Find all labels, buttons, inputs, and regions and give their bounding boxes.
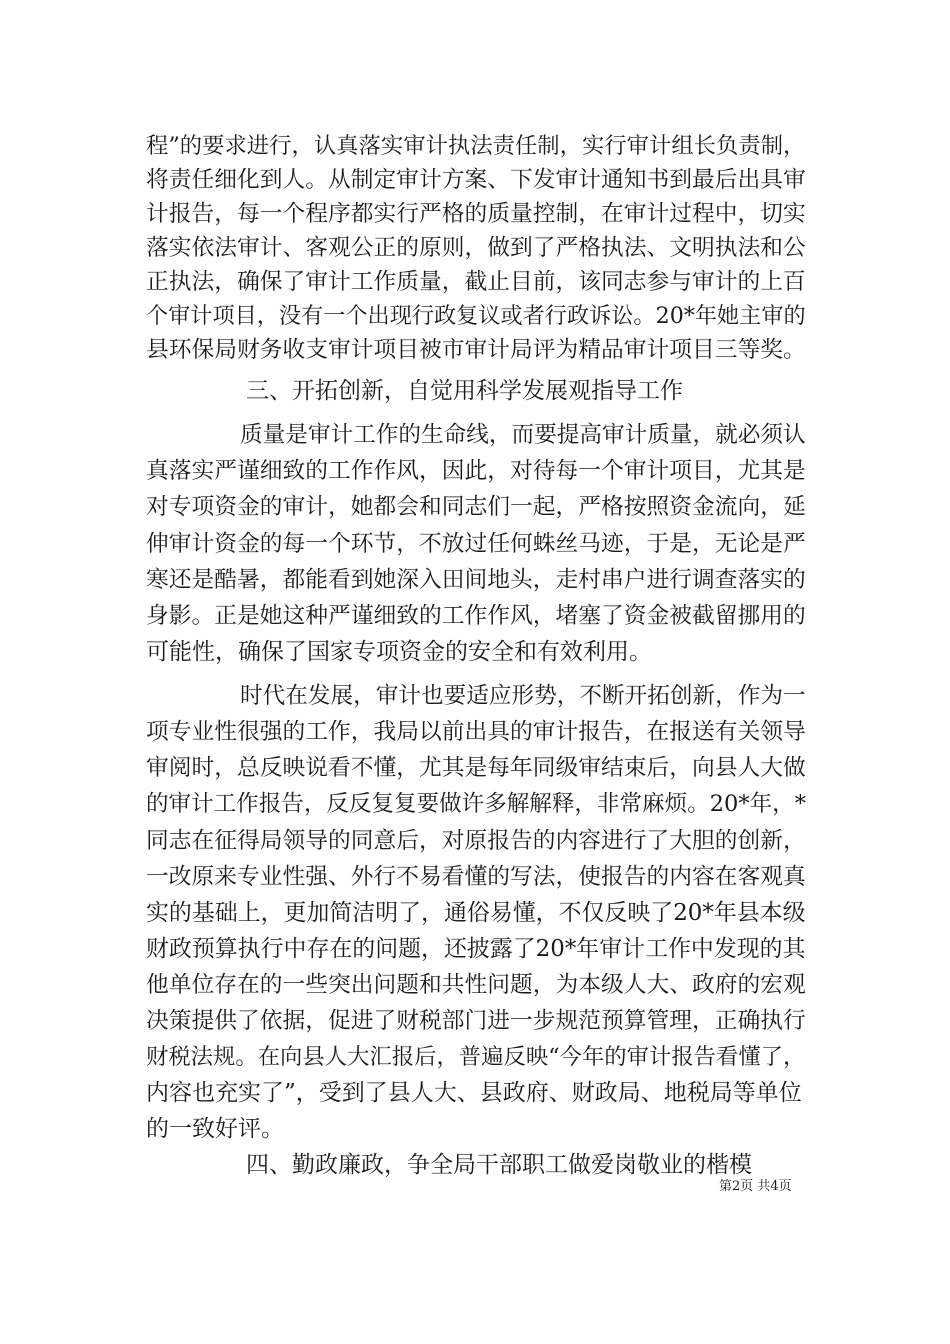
body-line: 身影。正是她这种严谨细致的工作作风，堵塞了资金被截留挪用的 [146, 603, 806, 629]
body-line: 时代在发展，审计也要适应形势，不断开拓创新，作为一 [240, 683, 806, 709]
body-line: 决策提供了依据，促进了财税部门进一步规范预算管理，正确执行 [146, 1008, 806, 1034]
section-heading: 三、开拓创新，自觉用科学发展观指导工作 [246, 378, 683, 404]
body-line: 内容也充实了”，受到了县人大、县政府、财政局、地税局等单位 [146, 1080, 802, 1106]
body-line: 实的基础上，更加简洁明了，通俗易懂，不仅反映了20*年县本级 [146, 900, 806, 926]
body-line: 可能性，确保了国家专项资金的安全和有效利用。 [146, 639, 652, 665]
body-line: 质量是审计工作的生命线，而要提高审计质量，就必须认 [240, 422, 806, 448]
body-line: 县环保局财务收支审计项目被市审计局评为精品审计项目三等奖。 [146, 337, 806, 363]
body-line: 程”的要求进行，认真落实审计执法责任制，实行审计组长负责制， [146, 133, 806, 159]
body-line: 落实依法审计、客观公正的原则，做到了严格执法、文明执法和公 [146, 235, 806, 261]
body-line: 一改原来专业性强、外行不易看懂的写法，使报告的内容在客观真 [146, 864, 806, 890]
body-line: 的一致好评。 [146, 1116, 284, 1142]
body-line: 伸审计资金的每一个环节，不放过任何蛛丝马迹，于是，无论是严 [146, 531, 806, 557]
body-line: 正执法，确保了审计工作质量，截止目前，该同志参与审计的上百 [146, 269, 806, 295]
body-line: 同志在征得局领导的同意后，对原报告的内容进行了大胆的创新， [146, 828, 806, 854]
body-line: 项专业性很强的工作，我局以前出具的审计报告，在报送有关领导 [146, 719, 806, 745]
section-heading: 四、勤政廉政，争全局干部职工做爱岗敬业的楷模 [246, 1152, 752, 1178]
body-line: 财政预算执行中存在的问题，还披露了20*年审计工作中发现的其 [146, 936, 806, 962]
page-number: 第2页 共4页 [719, 1179, 792, 1194]
body-line: 他单位存在的一些突出问题和共性问题，为本级人大、政府的宏观 [146, 972, 806, 998]
body-line: 真落实严谨细致的工作作风，因此，对待每一个审计项目，尤其是 [146, 458, 806, 484]
body-line: 的审计工作报告，反反复复要做许多解解释，非常麻烦。20*年，* [146, 791, 806, 817]
body-line: 将责任细化到人。从制定审计方案、下发审计通知书到最后出具审 [146, 167, 806, 193]
body-line: 财税法规。在向县人大汇报后，普遍反映“今年的审计报告看懂了， [146, 1044, 806, 1070]
body-line: 个审计项目，没有一个出现行政复议或者行政诉讼。20*年她主审的 [146, 303, 806, 329]
body-line: 对专项资金的审计，她都会和同志们一起，严格按照资金流向，延 [146, 494, 806, 520]
body-line: 寒还是酷暑，都能看到她深入田间地头，走村串户进行调查落实的 [146, 567, 806, 593]
body-line: 审阅时，总反映说看不懂，尤其是每年同级审结束后，向县人大做 [146, 755, 806, 781]
body-line: 计报告，每一个程序都实行严格的质量控制，在审计过程中，切实 [146, 201, 806, 227]
